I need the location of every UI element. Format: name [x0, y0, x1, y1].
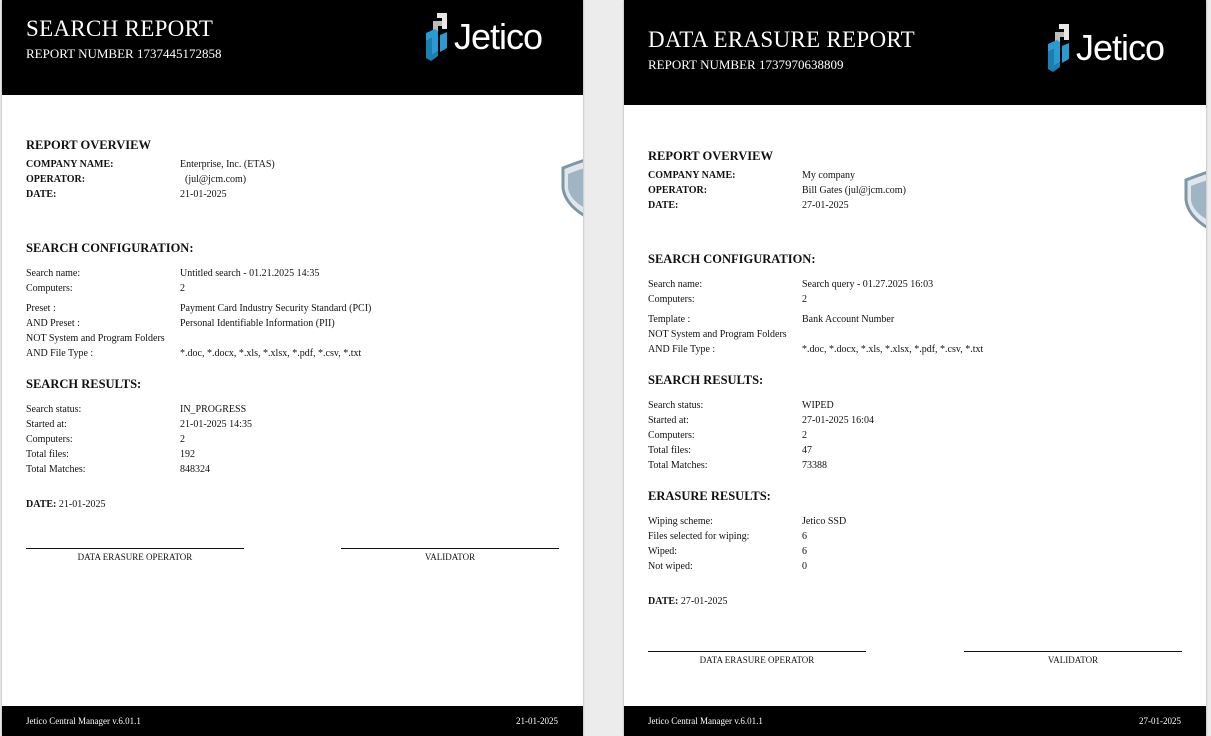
- footer-date: 27-01-2025: [1139, 716, 1181, 726]
- section-heading: SEARCH CONFIGURATION:: [26, 241, 194, 255]
- overview-row: COMPANY NAME: Enterprise, Inc. (ETAS): [26, 159, 275, 170]
- results-section: [648, 373, 1182, 473]
- result-row: Total Matches: 848324: [26, 464, 210, 475]
- operator-signature-line: DATA ERASURE OPERATOR: [648, 651, 866, 665]
- overview-row: OPERATOR: (jul@jcm.com): [26, 174, 247, 185]
- report-header: [624, 0, 1206, 105]
- erasure-section: [648, 489, 1182, 574]
- jetico-logo: [1045, 22, 1164, 74]
- section-heading: ERASURE RESULTS:: [648, 489, 771, 503]
- overview-row: OPERATOR: Bill Gates (jul@jcm.com): [648, 185, 906, 196]
- report-title: SEARCH REPORT: [26, 16, 214, 41]
- config-row: NOT System and Program Folders: [648, 329, 787, 340]
- result-row: Search status: WIPED: [648, 400, 834, 411]
- config-row: Search name: Search query - 01.27.2025 16:03: [648, 279, 934, 290]
- report-header: [2, 0, 583, 95]
- jetico-logo: [423, 11, 542, 63]
- report-number: REPORT NUMBER 1737970638809: [648, 57, 844, 72]
- section-heading: REPORT OVERVIEW: [26, 138, 151, 152]
- report-date: DATE: 27-01-2025: [648, 596, 728, 607]
- config-row: Search name: Untitled search - 01.21.2025 14:35: [26, 268, 320, 279]
- jetico-chain-logo-icon: [423, 11, 451, 63]
- config-row: NOT System and Program Folders: [26, 333, 165, 344]
- overview-section: [648, 149, 1182, 213]
- report-date: DATE: 21-01-2025: [26, 499, 106, 510]
- section-heading: SEARCH RESULTS:: [648, 373, 764, 387]
- footer-version: Jetico Central Manager v.6.01.1: [648, 716, 763, 726]
- configuration-section: [26, 241, 559, 361]
- results-section: [26, 377, 559, 477]
- report-content: [648, 149, 1182, 607]
- erasure-row: Wiping scheme: Jetico SSD: [648, 516, 847, 527]
- report-number: REPORT NUMBER 1737445172858: [26, 46, 222, 61]
- configuration-section: [648, 252, 1182, 357]
- shield-icon: [561, 158, 583, 218]
- report-content: [26, 138, 559, 510]
- footer-date: 21-01-2025: [516, 716, 558, 726]
- search-report-page: [2, 0, 583, 736]
- section-heading: SEARCH RESULTS:: [26, 377, 142, 391]
- logo-text: Jetico: [454, 16, 543, 57]
- section-heading: SEARCH CONFIGURATION:: [648, 252, 816, 266]
- footer-version: Jetico Central Manager v.6.01.1: [26, 716, 141, 726]
- logo-text: Jetico: [1076, 27, 1165, 68]
- erasure-report-page: [624, 0, 1206, 736]
- signature-lines: [648, 651, 1182, 675]
- config-row: Computers: 2: [648, 294, 807, 305]
- overview-row: DATE: 21-01-2025: [26, 189, 227, 200]
- result-row: Started at: 27-01-2025 16:04: [648, 415, 874, 426]
- config-row: AND Preset : Personal Identifiable Information (PII): [26, 318, 335, 329]
- config-row: Preset : Payment Card Industry Security Standard (PCI): [26, 303, 372, 314]
- report-title: DATA ERASURE REPORT: [648, 27, 916, 52]
- result-row: Total files: 47: [648, 445, 812, 456]
- shield-icon: [1184, 170, 1206, 230]
- validator-signature-line: VALIDATOR: [964, 651, 1182, 665]
- report-footer: [2, 706, 583, 736]
- config-row: Template : Bank Account Number: [648, 314, 895, 325]
- config-row: AND File Type : *.doc, *.docx, *.xls, *.xlsx, *.pdf, *.csv, *.txt: [648, 344, 984, 355]
- result-row: Total files: 192: [26, 449, 195, 460]
- overview-section: [26, 138, 559, 202]
- erasure-row: Not wiped: 0: [648, 561, 807, 572]
- jetico-chain-logo-icon: [1045, 22, 1073, 74]
- overview-row: COMPANY NAME: My company: [648, 170, 856, 181]
- erasure-row: Files selected for wiping: 6: [648, 531, 807, 542]
- erasure-row: Wiped: 6: [648, 546, 807, 557]
- signature-lines: [26, 548, 559, 572]
- overview-row: DATE: 27-01-2025: [648, 200, 849, 211]
- config-row: Computers: 2: [26, 283, 185, 294]
- report-footer: [624, 706, 1206, 736]
- section-heading: REPORT OVERVIEW: [648, 149, 773, 163]
- validator-signature-line: VALIDATOR: [341, 548, 559, 562]
- result-row: Total Matches: 73388: [648, 460, 827, 471]
- config-row: AND File Type : *.doc, *.docx, *.xls, *.xlsx, *.pdf, *.csv, *.txt: [26, 348, 362, 359]
- result-row: Computers: 2: [26, 434, 185, 445]
- result-row: Started at: 21-01-2025 14:35: [26, 419, 252, 430]
- result-row: Computers: 2: [648, 430, 807, 441]
- operator-signature-line: DATA ERASURE OPERATOR: [26, 548, 244, 562]
- result-row: Search status: IN_PROGRESS: [26, 404, 247, 415]
